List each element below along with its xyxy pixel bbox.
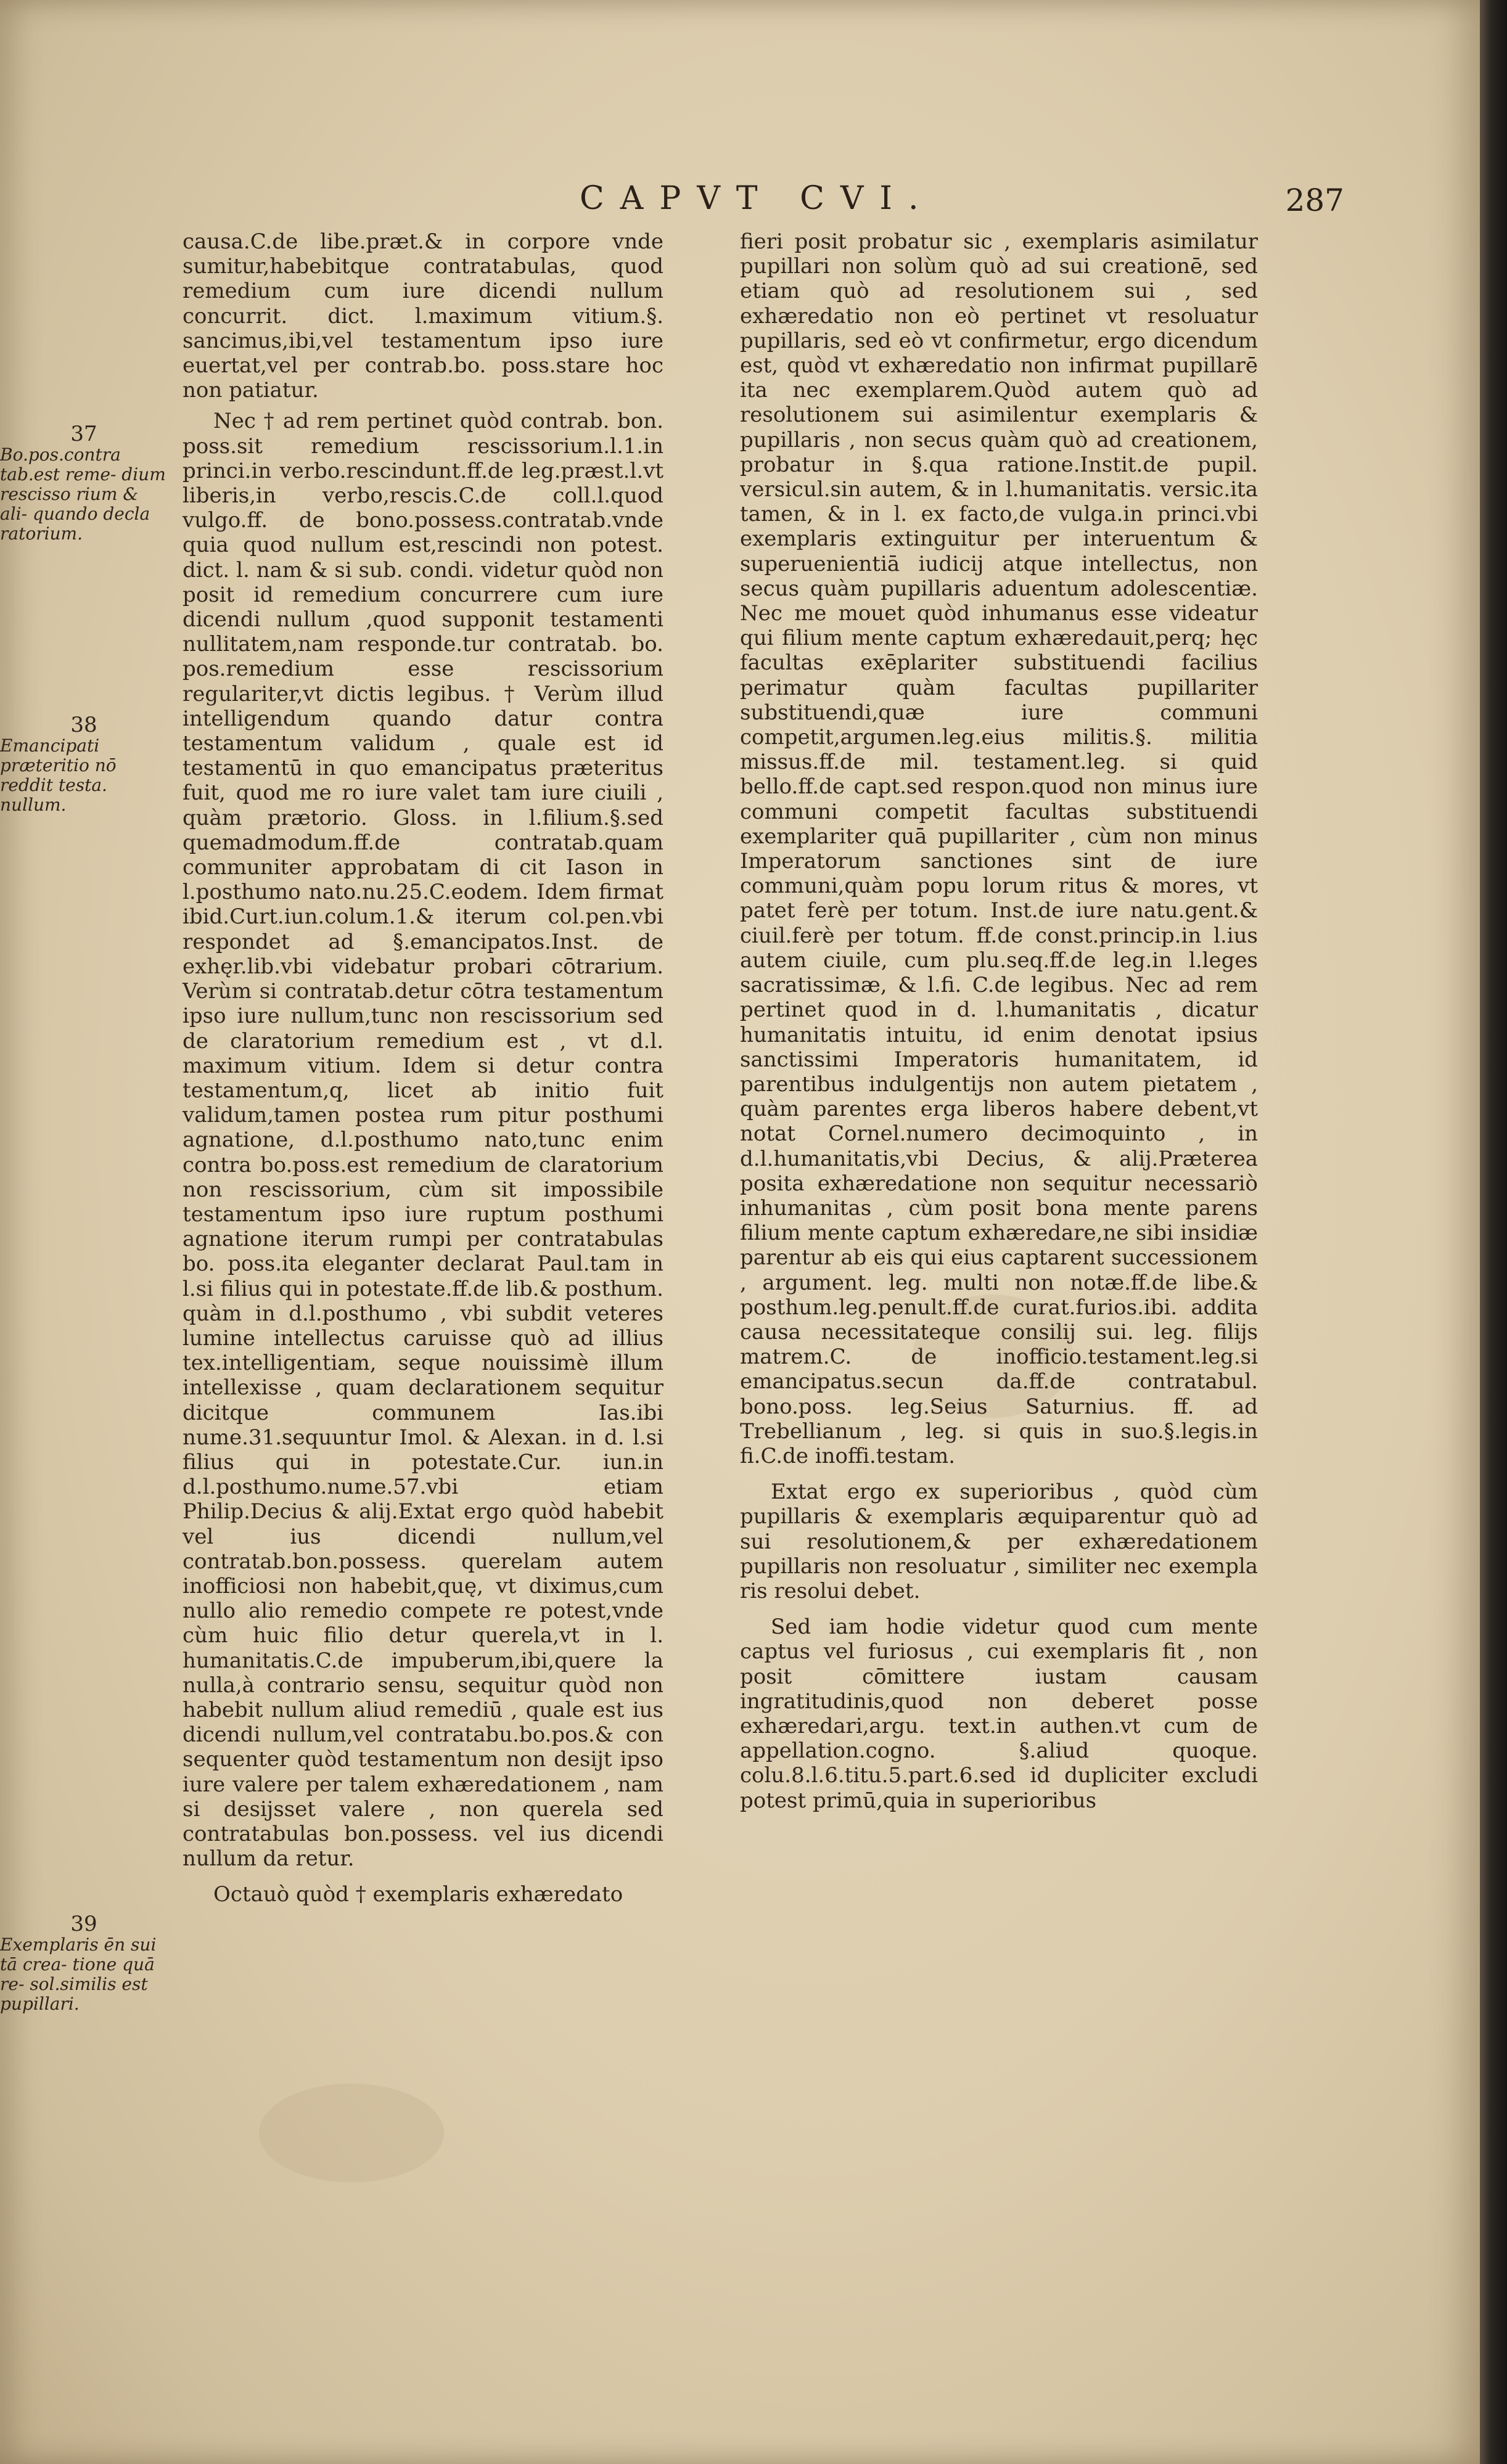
paragraph: Nec † ad rem pertinet quòd contrab. bon. poss.sit remedium rescissorium.l.1.in princi.in verbo.rescindunt.ff.de leg.præst.l.vt liberis,in verbo,rescis.C.de coll.l.quod vulgo.ff. de bono.possess.contratab.vnde quia quod nullum est,rescindi non potest. dict. l. nam & si sub. condi. videtur quòd non posit id remedium concurrere cum iure dicendi nullum ,quod supponit testamenti nullitatem,nam responde.tur contratab. bo. pos.remedium esse rescissorium regulariter,vt dictis legibus. † Verùm illud intelligendum quando datur contra testamentum validum , quale est id testamentū in quo emancipatus præteritus fuit, quod me ro iure valet tam iure ciuili , quàm prætorio. Gloss. in l.filium.§.sed quemadmodum.ff.de contratab.quam communiter approbatam di cit Iason in l.posthumo nato.nu.25.C.eodem. Idem firmat ibid.Curt.iun.colum.1.& iterum col.pen.vbi respondet ad §.emancipatos.Inst. de exhęr.lib.vbi videbatur probari cōtrarium. Verùm si contratab.detur cōtra testamentum ipso iure nullum,tunc non rescissorium sed de claratorium remedium est , vt d.l. maximum vitium. Idem si detur contra testamentum,q, licet ab initio fuit validum,tamen postea rum pitur posthumi agnatione, d.l.posthumo nato,tunc enim contra bo.poss.est remedium de claratorium non rescissorium, cùm sit impossibile testamentum ipso iure ruptum posthumi agnatione iterum rumpi per contratabulas bo. poss.ita eleganter declarat Paul.tam in l.si filius qui in potestate.ff.de lib.& posthum. quàm in d.l.posthumo , vbi subdit veteres lumine intellectus caruisse quò ad illius tex.intelligentiam, seque nouissimè illum intellexisse , quam declarationem sequitur dicitque communem Ias.ibi nume.31.sequuntur Imol. & Alexan. in d. l.si filius qui in potestate.Cur. iun.in d.l.posthumo.nume.57.vbi etiam Philip.Decius & alij.Extat ergo quòd habebit vel ius dicendi nullum,vel contratab.bon.possess. querelam autem inofficiosi non habebit,quę, vt diximus,cum nullo alio remedio compete re potest,vnde cùm huic filio detur querela,vt in l. humanitatis.C.de impuberum,ibi,quere la nulla,à contrario sensu, sequitur quòd non habebit nullum aliud remediū , quale est ius dicendi nullum,vel contratabu.bo.pos.& con sequenter quòd testamentum non desijt ipso iure valere per talem exhæredationem , nam si desijsset valere , non querela sed contratabulas bon.possess. vel ius dicendi nullum da retur. — [183, 409, 663, 1872]
margin-note-number: 37 — [70, 422, 97, 446]
paper-stain — [259, 2084, 444, 2182]
paragraph: Octauò quòd † exemplaris exhæredato — [213, 1882, 623, 1907]
page-header — [185, 180, 1344, 229]
margin-note-37 — [0, 424, 168, 544]
margin-note-text: Bo.pos.contra tab.est reme- dium rescisso rium & ali- quando decla ratorium. — [0, 444, 166, 544]
margin-note-39 — [0, 1914, 168, 2014]
margin-note-text: Exemplaris ēn sui tā crea- tione quā re- sol.similis est pupillari. — [0, 1934, 157, 2014]
left-text-column — [183, 229, 663, 1907]
running-head: CAPVT CVI. — [580, 180, 935, 217]
paragraph: causa.C.de libe.præt.& in corpore vnde sumitur,habebitque contratabulas, quod remedium cum iure dicendi nullum concurrit. dict. l.maximum vitium.§. sancimus,ibi,vel testamentum ipso iure euertat,vel per contrab.bo. poss.stare hoc non patiatur. — [183, 229, 663, 403]
margin-note-number: 39 — [70, 1912, 97, 1936]
margin-note-number: 38 — [70, 713, 97, 737]
book-edge — [1480, 0, 1507, 2464]
margin-note-text: Emancipati præteritio nō reddit testa. nullum. — [0, 735, 117, 815]
right-text-column — [740, 229, 1258, 1813]
paragraph: fieri posit probatur sic , exemplaris asimilatur pupillari non solùm quò ad sui creationē, sed etiam quò ad resolutionem sui , sed exhæredatio non eò pertinet vt resoluatur pupillaris, sed eò vt confirmetur, ergo dicendum est, quòd vt exhæredatio non infirmat pupillarē ita nec exemplarem.Quòd autem quò ad resolutionem sui asimilentur exemplaris & pupillaris , non secus quàm quò ad creationem, probatur in §.qua ratione.Instit.de pupil. versicul.sin autem, & in l.humanitatis. versic.ita tamen, & in l. ex facto,de vulga.in princi.vbi exemplaris extinguitur per interuentum & superuenientiā iudicij atque intellectus, non secus quàm pupillaris aduentum adolescentiæ. Nec me mouet quòd inhumanus esse videatur qui filium mente captum exhæredauit,perq; hęc facultas exēplariter substituendi facilius perimatur quàm facultas pupillariter substituendi,quæ iure communi competit,argumen.leg.eius militis.§. militia missus.ff.de mil. testament.leg. si quid bello.ff.de capt.sed respon.quod non minus iure communi competit facultas substituendi exemplariter quā pupillariter , cùm non minus Imperatorum sanctiones sint de iure communi,quàm popu lorum ritus & mores, vt patet ferè per totum. Inst.de iure natu.gent.& ciuil.ferè per totum. ff.de const.princip.in l.ius autem ciuile, cum plu.seq.ff.de leg.in l.leges sacratissimæ, & l.fi. C.de legibus. Nec ad rem pertinet quod in d. l.humanitatis , dicatur humanitatis intuitu, id enim denotat ipsius sanctissimi Imperatoris humanitatem, id parentibus indulgentijs non autem pietatem , quàm parentes erga liberos habere debent,vt notat Cornel.numero decimoquinto , in d.l.humanitatis,vbi Decius, & alij.Præterea posita exhæredatione non sequitur necessariò inhumanitas , cùm posit bona mente parens filium mente captum exhæredare,ne sibi insidiæ parentur ab eis qui eius captarent successionem , argument. leg. multi non notæ.ff.de libe.& posthum.leg.penult.ff.de curat.furios.ibi. addita causa necessitateque consilij sui. leg. filijs matrem.C. de inofficio.testament.leg.si emancipatus.secun da.ff.de contratabul. bono.poss. leg.Seius Saturnius. ff. ad Trebellianum , leg. si quis in suo.§.legis.in fi.C.de inoffi.testam. — [740, 229, 1258, 1468]
paragraph: Sed iam hodie videtur quod cum mente captus vel furiosus , cui exemplaris fit , non posit cōmittere iustam causam ingratitudinis,quod non deberet posse exhæredari,argu. text.in authen.vt cum de appellation.cogno. §.aliud quoque. colu.8.l.6.titu.5.part.6.sed id dupliciter excludi potest primū,quia in superioribus — [740, 1615, 1258, 1813]
margin-note-38 — [0, 715, 168, 815]
paragraph: Extat ergo ex superioribus , quòd cùm pupillaris & exemplaris æquiparentur quò ad sui resolutionem,& per exhæredationem pupillaris non resoluatur , similiter nec exempla ris resolui debet. — [740, 1480, 1258, 1603]
page-number: 287 — [1285, 182, 1344, 218]
